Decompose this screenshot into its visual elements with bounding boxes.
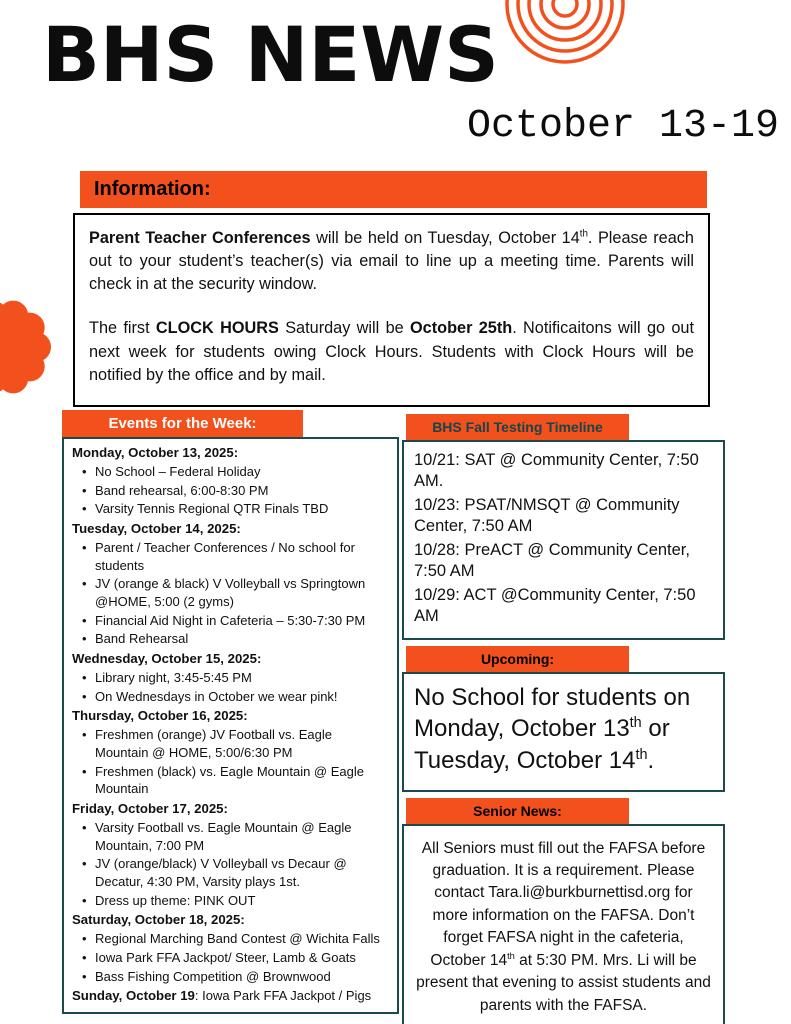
event-item: • Varsity Tennis Regional QTR Finals TBD	[82, 500, 389, 518]
event-item: • Library night, 3:45-5:45 PM	[82, 669, 389, 687]
info-p1-text: will be held on Tuesday, October 14	[310, 229, 580, 247]
events-label: Events for the Week:	[108, 415, 257, 432]
event-item: • Band rehearsal, 6:00-8:30 PM	[82, 482, 389, 500]
senior-news-section	[402, 798, 725, 1024]
information-paragraph-1	[89, 227, 694, 296]
upcoming-text	[414, 682, 713, 778]
testing-banner	[406, 414, 629, 440]
info-p2-text2: Saturday will be	[278, 319, 410, 338]
event-item: • No School – Federal Holiday	[82, 463, 389, 481]
event-day-heading	[72, 444, 389, 462]
flower-icon	[0, 292, 58, 402]
event-items	[82, 819, 389, 909]
event-item: • JV (orange & black) V Volleyball vs Springtown @HOME, 5:00 (2 gyms)	[82, 575, 389, 610]
event-day	[72, 987, 389, 1005]
info-p1-bold: Parent Teacher Conferences	[89, 229, 311, 247]
testing-lines	[414, 450, 713, 628]
event-item: • Regional Marching Band Contest @ Wichita Falls	[82, 930, 389, 948]
event-day-title: Wednesday, October 15, 2025:	[72, 650, 262, 666]
event-item: • Iowa Park FFA Jackpot/ Steer, Lamb & Goats	[82, 949, 389, 967]
upcoming-box	[402, 672, 725, 792]
event-day-title: Saturday, October 18, 2025:	[72, 912, 245, 928]
event-day-title: Thursday, October 16, 2025:	[72, 708, 248, 724]
event-item: • Parent / Teacher Conferences / No school for students	[82, 539, 389, 574]
info-p1-text2: . Please reach out to your student’s teacher(s) via email to line up a meeting time. Parents will check in at the security window.	[89, 229, 694, 294]
info-p2-bold1: CLOCK HOURS	[155, 319, 279, 338]
testing-line: 10/29: ACT @Community Center, 7:50 AM	[414, 585, 696, 626]
concentric-circles-icon	[500, 0, 630, 70]
info-p2-text1: The first	[89, 319, 156, 338]
ordinal-superscript: th	[635, 747, 648, 764]
information-banner	[80, 171, 707, 208]
events-list	[72, 444, 389, 1005]
event-day	[72, 444, 389, 518]
event-day-heading	[72, 987, 389, 1005]
senior-news-label: Senior News:	[473, 802, 562, 819]
event-item: • Freshmen (orange) JV Football vs. Eagle Mountain @ HOME, 5:00/6:30 PM	[82, 726, 389, 761]
event-item: • JV (orange/black) V Volleyball vs Decaur @ Decatur, 4:30 PM, Varsity plays 1st.	[82, 855, 389, 890]
event-day-inline-text: : Iowa Park FFA Jackpot / Pigs	[194, 988, 372, 1004]
info-p2-text3: . Notificaitons will go out next week for students owing Clock Hours. Students with Clock Hours will be notified by the office and by mail.	[89, 319, 694, 384]
information-label: Information:	[94, 178, 211, 200]
event-day-heading	[72, 911, 389, 929]
event-day-title: Monday, October 13, 2025:	[72, 445, 239, 460]
event-day-title: Sunday, October 19	[72, 988, 195, 1004]
event-day	[72, 707, 389, 798]
ordinal-superscript: th	[507, 950, 515, 961]
senior-news-text	[416, 838, 711, 1018]
event-day-title: Friday, October 17, 2025:	[72, 800, 228, 816]
ordinal-superscript: th	[629, 715, 642, 732]
senior-news-box	[402, 824, 725, 1024]
event-item: • Band Rehearsal	[82, 630, 389, 648]
upcoming-text-3: .	[647, 747, 655, 775]
event-item: • On Wednesdays in October we wear pink!	[82, 688, 389, 706]
event-item: • Bass Fishing Competition @ Brownwood	[82, 968, 389, 986]
right-column	[402, 414, 725, 1024]
testing-box	[402, 440, 725, 640]
event-day	[72, 800, 389, 909]
event-day-heading	[72, 800, 389, 818]
event-day-heading	[72, 650, 389, 668]
event-items	[82, 726, 389, 798]
testing-line: 10/28: PreACT @ Community Center, 7:50 AM	[414, 540, 690, 581]
event-item: • Financial Aid Night in Cafeteria – 5:30-7:30 PM	[82, 612, 389, 630]
testing-label: BHS Fall Testing Timeline	[432, 419, 603, 435]
event-day-heading	[72, 520, 389, 538]
event-day-heading	[72, 707, 389, 725]
senior-text-1: All Seniors must fill out the FAFSA before graduation. It is a requirement. Please contact Tara.li@burkburnettisd.org for more information on the FAFSA. Don’t forget FAFSA night in the cafeteria, October 14	[421, 839, 706, 969]
page-title: BHS NEWS	[42, 10, 499, 99]
event-day	[72, 650, 389, 705]
event-day	[72, 911, 389, 985]
information-box	[73, 213, 710, 407]
testing-section	[402, 414, 725, 640]
event-items	[82, 669, 389, 705]
event-day	[72, 520, 389, 648]
event-day-title: Tuesday, October 14, 2025:	[72, 520, 241, 536]
testing-line: 10/21: SAT @ Community Center, 7:50 AM.	[414, 451, 699, 491]
senior-text-2: at 5:30 PM. Mrs. Li will be present that evening to assist students and parents with the FAFSA.	[416, 951, 711, 1014]
upcoming-label: Upcoming:	[480, 650, 555, 667]
upcoming-text-1: No School for students on Monday, October 13	[414, 683, 691, 743]
events-section	[62, 410, 399, 1014]
upcoming-text-2: or Tuesday, October 14	[414, 715, 670, 775]
information-paragraph-2	[89, 317, 694, 386]
upcoming-section	[402, 646, 725, 792]
senior-news-banner	[406, 798, 629, 824]
info-p2-bold2: October 25th	[410, 319, 513, 338]
event-item: • Dress up theme: PINK OUT	[82, 892, 389, 910]
testing-line: 10/23: PSAT/NMSQT @ Community Center, 7:50 AM	[414, 495, 680, 536]
ordinal-superscript: th	[579, 228, 588, 240]
event-items	[82, 930, 389, 985]
event-item: • Varsity Football vs. Eagle Mountain @ Eagle Mountain, 7:00 PM	[82, 819, 389, 854]
event-item: • Freshmen (black) vs. Eagle Mountain @ Eagle Mountain	[82, 763, 389, 798]
events-box	[62, 437, 399, 1014]
event-items	[82, 539, 389, 648]
events-banner	[62, 410, 303, 437]
date-range: October 13-19	[466, 104, 779, 149]
event-items	[82, 463, 389, 518]
upcoming-banner	[406, 646, 629, 672]
